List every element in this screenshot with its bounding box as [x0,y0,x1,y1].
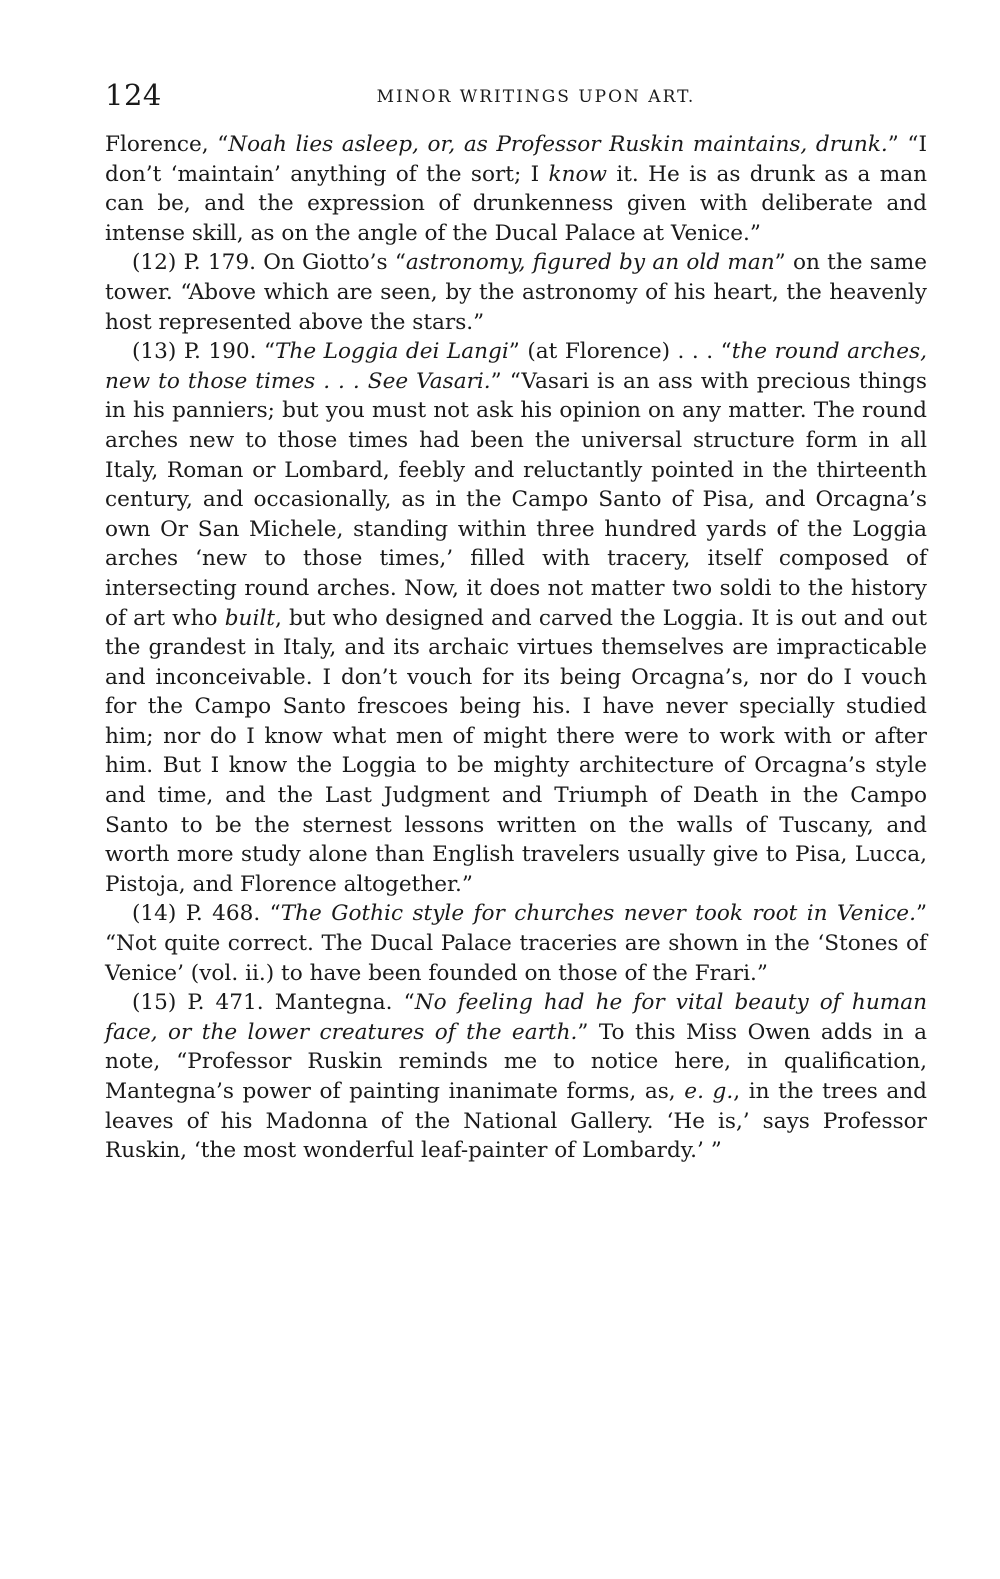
running-head: MINOR WRITINGS UPON ART. [376,87,696,107]
text-run: ” “I don’t ‘maintain’ anything of the sort; I [105,132,927,187]
italic-text: The Gothic style for churches never took root in Venice. [280,901,916,927]
italic-text: built [224,605,275,631]
text-run: , but who designed and carved the Loggia. It is out and out the grandest in Italy, and its archaic virtues themselves are impracticable and inconceivable. I don’t vouch for its being Orcagna’s, nor do I vouch for the Campo Santo frescoes being his. I have never specially studied him; nor do I know what men of might there were to work with or after him. But I know the Loggia to be mighty architecture of Orcagna’s style and time, and the Last Judgment and Triumph of Death in the Campo Santo to be the sternest lessons written on the walls of Tuscany, and worth more study alone than English travelers usually give to Pisa, Lucca, Pistoja, and Florence altogether.” [105,605,927,897]
italic-text: No feeling had he for vital beauty of human face, or the lower creatures of the earth. [105,990,927,1045]
text-run: , in the trees and leaves of his Madonna of the National Gallery. ‘He is,’ says Professor Ruskin, ‘the most wonderful leaf-painter of Lombardy.’ ” [105,1079,927,1164]
italic-text: Noah lies asleep, or, as Professor Ruskin maintains, drunk. [228,132,888,157]
note-15 [105,988,927,1166]
note-13 [105,337,927,899]
text-run: (15) P. 471. Mantegna. “ [132,990,415,1016]
italic-text: astronomy, figured by an old man [405,250,775,276]
text-run: (13) P. 190. “ [132,339,276,365]
italic-text: The Loggia dei Langi [275,339,509,365]
text-run: (14) P. 468. “ [132,901,281,927]
note-14 [105,899,927,988]
page-number: 124 [105,78,162,112]
italic-text: e. g. [684,1079,734,1104]
page [105,78,927,1166]
italic-text: know [548,161,607,187]
text-run: ” on the same tower. “Above which are seen, by the astronomy of his heart, the heavenly host represented above the stars.” [105,250,927,335]
body-text [105,130,927,1166]
note-12 [105,248,927,337]
text-run: Florence, “ [105,132,229,157]
italic-text: the round arches, new to those times . . . See Vasari. [105,339,927,394]
text-run: it. He is as drunk as a man can be, and the expression of drunkenness given with deliberate and intense skill, as on the angle of the Ducal Palace at Venice.” [105,161,927,246]
text-run: ” (at Florence) . . . “ [508,339,732,365]
text-run: ” “Vasari is an ass with precious things in his panniers; but you must not ask his opinion on any matter. The round arches new to those times had been the universal structure form in all Italy, Roman or Lombard, feebly and reluctantly pointed in the thirteenth century, and occasionally, as in the Campo Santo of Pisa, and Orcagna’s own Or San Michele, standing within three hundred yards of the Loggia arches ‘new to those times,’ filled with tracery, itself composed of intersecting round arches. Now, it does not matter two soldi to the history of art who [105,368,927,631]
text-run: ” “Not quite correct. The Ducal Palace traceries are shown in the ‘Stones of Venice’ (vol. ii.) to have been founded on those of the Frari.” [105,901,927,986]
paragraph-continued [105,130,927,248]
text-run: (12) P. 179. On Giotto’s “ [132,250,406,276]
page-header [105,78,927,118]
text-run: ” To this Miss Owen adds in a note, “Professor Ruskin reminds me to notice here, in qualification, Mantegna’s power of painting inanimate forms, as, [105,1019,927,1104]
